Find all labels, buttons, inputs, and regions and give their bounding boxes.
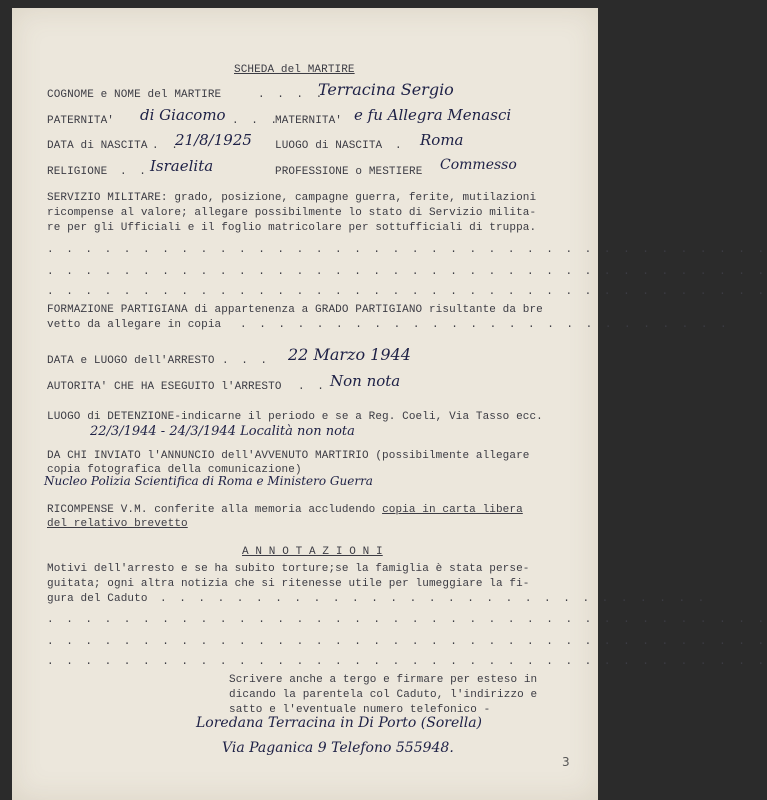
dots: . . . . . . . . . . . . . . . . . . . . . . . . . . . . . [160, 593, 708, 605]
dots: . . . . . . . . . . . . . . . . . . . . . . . . . . [240, 319, 730, 331]
professione-label: PROFESSIONE o MESTIERE [275, 166, 423, 178]
ricompense-line: RICOMPENSE V.M. conferite alla memoria accludendo copia in carta libera [47, 504, 523, 516]
annotazioni-line: Motivi dell'arresto e se ha subito torture;se la famiglia è stata perse- [47, 563, 530, 575]
dots: . . [120, 166, 149, 178]
professione-value: Commesso [440, 157, 517, 173]
annuncio-line: copia fotografica della comunicazione) [47, 464, 302, 476]
annotazioni-heading: A N N O T A Z I O N I [242, 546, 383, 558]
dotted-line: . . . . . . . . . . . . . . . . . . . . . . . . . . . . . . . . . . . . . . [47, 656, 767, 668]
dotted-line: . . . . . . . . . . . . . . . . . . . . . . . . . . . . . . . . . . . . . . [47, 266, 767, 278]
detenzione-value: 22/3/1944 - 24/3/1944 Località non nota [90, 424, 355, 439]
ricompense-line: del relativo brevetto [47, 518, 188, 530]
istruzioni-line: satto e l'eventuale numero telefonico - [229, 704, 491, 716]
nascita-label: DATA di NASCITA [47, 140, 148, 152]
arresto-label: DATA e LUOGO dell'ARRESTO [47, 355, 215, 367]
signature-line: Loredana Terracina in Di Porto (Sorella) [196, 715, 483, 731]
detenzione-line: LUOGO di DETENZIONE-indicarne il periodo e se a Reg. Coeli, Via Tasso ecc. [47, 411, 543, 423]
dots: . . . . [258, 89, 326, 101]
servizio-line: re per gli Ufficiali e il foglio matricolare per sottufficiali di truppa. [47, 222, 537, 234]
formazione-line: vetto da allegare in copia [47, 319, 222, 331]
luogo-label: LUOGO di NASCITA [275, 140, 383, 152]
servizio-line: SERVIZIO MILITARE: grado, posizione, campagne guerra, ferite, mutilazioni [47, 192, 537, 204]
luogo-value: Roma [420, 131, 464, 149]
cognome-value: Terracina Sergio [318, 80, 454, 99]
address-line: Via Paganica 9 Telefono 555948. [222, 740, 454, 756]
istruzioni-line: Scrivere anche a tergo e firmare per esteso in [229, 674, 538, 686]
arresto-value: 22 Marzo 1944 [288, 345, 411, 364]
maternita-value: e fu Allegra Menasci [354, 106, 512, 124]
dots: . . [298, 381, 327, 393]
nascita-value: 21/8/1925 [175, 131, 252, 149]
dotted-line: . . . . . . . . . . . . . . . . . . . . . . . . . . . . . . . . . . . . . . [47, 636, 767, 648]
dots: . . . [232, 115, 281, 127]
dotted-line: . . . . . . . . . . . . . . . . . . . . . . . . . . . . . . . . . . . . . . [47, 614, 767, 626]
formazione-line: FORMAZIONE PARTIGIANA di appartenenza a GRADO PARTIGIANO risultante da bre [47, 304, 543, 316]
annotazioni-line: gura del Caduto [47, 593, 148, 605]
religione-label: RELIGIONE [47, 166, 108, 178]
autorita-value: Non nota [330, 372, 401, 390]
dots: . [395, 140, 405, 152]
page-number: 3 [562, 755, 570, 769]
religione-value: Israelita [150, 157, 214, 175]
dots: . . . [222, 355, 271, 367]
servizio-line: ricompense al valore; allegare possibilmente lo stato di Servizio milita- [47, 207, 537, 219]
istruzioni-line: dicando la parentela col Caduto, l'indirizzo e [229, 689, 538, 701]
dots: . . [152, 140, 181, 152]
maternita-label: MATERNITA' [275, 115, 343, 127]
annuncio-value: Nucleo Polizia Scientifica di Roma e Ministero Guerra [44, 474, 373, 488]
dotted-line: . . . . . . . . . . . . . . . . . . . . . . . . . . . . . . . . . . . . . . [47, 244, 767, 256]
autorita-label: AUTORITA' CHE HA ESEGUITO l'ARRESTO [47, 381, 282, 393]
paternita-label: PATERNITA' [47, 115, 115, 127]
cognome-label: COGNOME e NOME del MARTIRE [47, 89, 222, 101]
dotted-line: . . . . . . . . . . . . . . . . . . . . . . . . . . . . . . . . . . . . . . [47, 286, 767, 298]
paternita-value: di Giacomo [140, 106, 226, 124]
annuncio-line: DA CHI INVIATO l'ANNUNCIO dell'AVVENUTO MARTIRIO (possibilmente allegare [47, 450, 530, 462]
annotazioni-line: guitata; ogni altra notizia che si ritenesse utile per lumeggiare la fi- [47, 578, 530, 590]
document-title: SCHEDA del MARTIRE [234, 64, 355, 76]
